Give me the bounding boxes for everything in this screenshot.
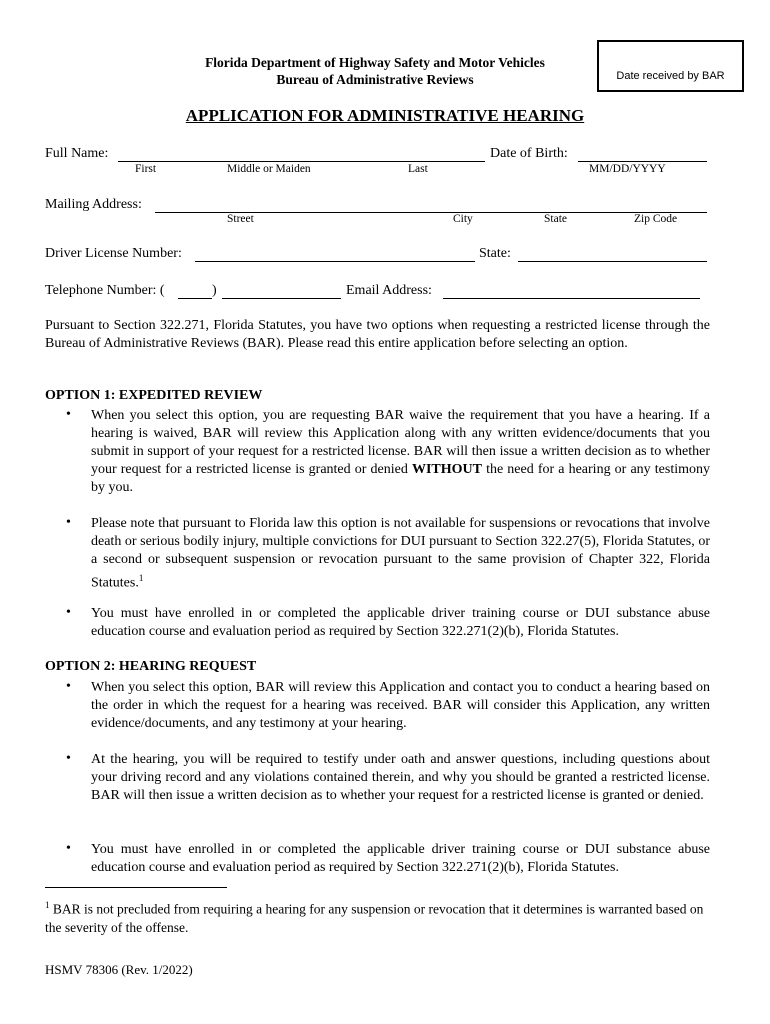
footnote-ref: 1 [138, 573, 144, 583]
option1-bullet-1-text: When you select this option, you are requesting BAR waive the requirement that you have a hearing. If a hearing is waived, BAR will review this Application along with any written evidence/documents that you submit in support of your request for a restricted license. BAR will then issue a written decision as to whether your request for a restricted license is granted or denied [91, 408, 710, 477]
street-hint: Street [227, 213, 254, 225]
option1-bullet-3: You must have enrolled in or completed the applicable driver training course or DUI substance abuse education course and evaluation period as required by Section 322.271(2)(b), Florida Statutes. [91, 606, 710, 639]
bullet-icon: • [66, 407, 71, 422]
option2-bullet-2: At the hearing, you will be required to testify under oath and answer questions, including questions about your driving record and any violations contained therein, and why you should be granted a restricted license. BAR will then issue a written decision as to whether your request for a restricted license is granted or denied. [91, 752, 710, 803]
mailing-address-label: Mailing Address: [45, 197, 142, 212]
last-name-hint: Last [408, 163, 428, 175]
option1-bullet-2 [91, 515, 710, 593]
area-code-field[interactable] [178, 298, 212, 299]
bullet-icon: • [66, 751, 71, 766]
department-name: Florida Department of Highway Safety and Motor Vehicles [205, 55, 545, 70]
dob-label: Date of Birth: [490, 146, 568, 161]
first-name-hint: First [135, 163, 157, 175]
middle-name-hint: Middle or Maiden [227, 163, 311, 175]
option1-bullet-2-text: Please note that pursuant to Florida law this option is not available for suspensions or revocations that involve death or serious bodily injury, multiple convictions for DUI pursuant to Section 322.27(5), Florida Statutes, or a second or subsequent suspension or revocation pursuant to the same provision of Chapter 322, Florida Statutes. [91, 516, 710, 591]
bullet-icon: • [66, 679, 71, 694]
license-state-field[interactable] [518, 261, 707, 262]
full-name-field[interactable] [118, 161, 485, 162]
option1-bullet-1-end: the need for a hearing or any testimony by you. [91, 462, 710, 495]
bullet-icon: • [66, 605, 71, 620]
zip-code-hint: Zip Code [634, 213, 678, 225]
footnote-text: BAR is not precluded from requiring a hearing for any suspension or revocation that it determines is warranted based on the severity of the offense. [45, 901, 704, 935]
bullet-icon: • [66, 515, 71, 530]
telephone-field[interactable] [222, 298, 341, 299]
footnote [45, 896, 710, 937]
city-hint: City [453, 213, 473, 225]
option2-bullet-1: When you select this option, BAR will review this Application and contact you to conduct a hearing based on the order in which the request for a hearing was received. BAR will consider this Application, any written evidence/documents, and any testimony at your hearing. [91, 680, 710, 731]
form-number: HSMV 78306 (Rev. 1/2022) [45, 962, 193, 977]
driver-license-label: Driver License Number: [45, 246, 182, 261]
full-name-label: Full Name: [45, 146, 109, 161]
option2-bullet-3: You must have enrolled in or completed the applicable driver training course or DUI substance abuse education course and evaluation period as required by Section 322.271(2)(b), Florida Statutes. [91, 842, 710, 875]
driver-license-field[interactable] [195, 261, 475, 262]
option2-heading: OPTION 2: HEARING REQUEST [45, 659, 257, 674]
form-title: APPLICATION FOR ADMINISTRATIVE HEARING [185, 106, 585, 125]
intro-paragraph: Pursuant to Section 322.271, Florida Statutes, you have two options when requesting a restricted license through the Bureau of Administrative Reviews (BAR). Please read this entire application before selecting an option. [45, 318, 710, 351]
footnote-mark: 1 [45, 900, 50, 910]
email-label: Email Address: [346, 283, 432, 298]
dob-format-hint: MM/DD/YYYY [589, 163, 666, 175]
dob-field[interactable] [578, 161, 707, 162]
option1-bullet-1 [91, 407, 710, 497]
license-state-label: State: [479, 246, 511, 261]
email-field[interactable] [443, 298, 700, 299]
footnote-divider [45, 887, 227, 888]
date-received-label: Date received by BAR [616, 70, 725, 82]
without-emphasis: WITHOUT [411, 462, 482, 477]
telephone-label: Telephone Number: ( [45, 283, 165, 298]
bullet-icon: • [66, 841, 71, 856]
date-received-box [597, 40, 744, 92]
telephone-paren: ) [212, 283, 217, 298]
state-hint: State [544, 213, 567, 225]
bureau-name: Bureau of Administrative Reviews [276, 72, 474, 87]
option1-heading: OPTION 1: EXPEDITED REVIEW [45, 388, 263, 403]
